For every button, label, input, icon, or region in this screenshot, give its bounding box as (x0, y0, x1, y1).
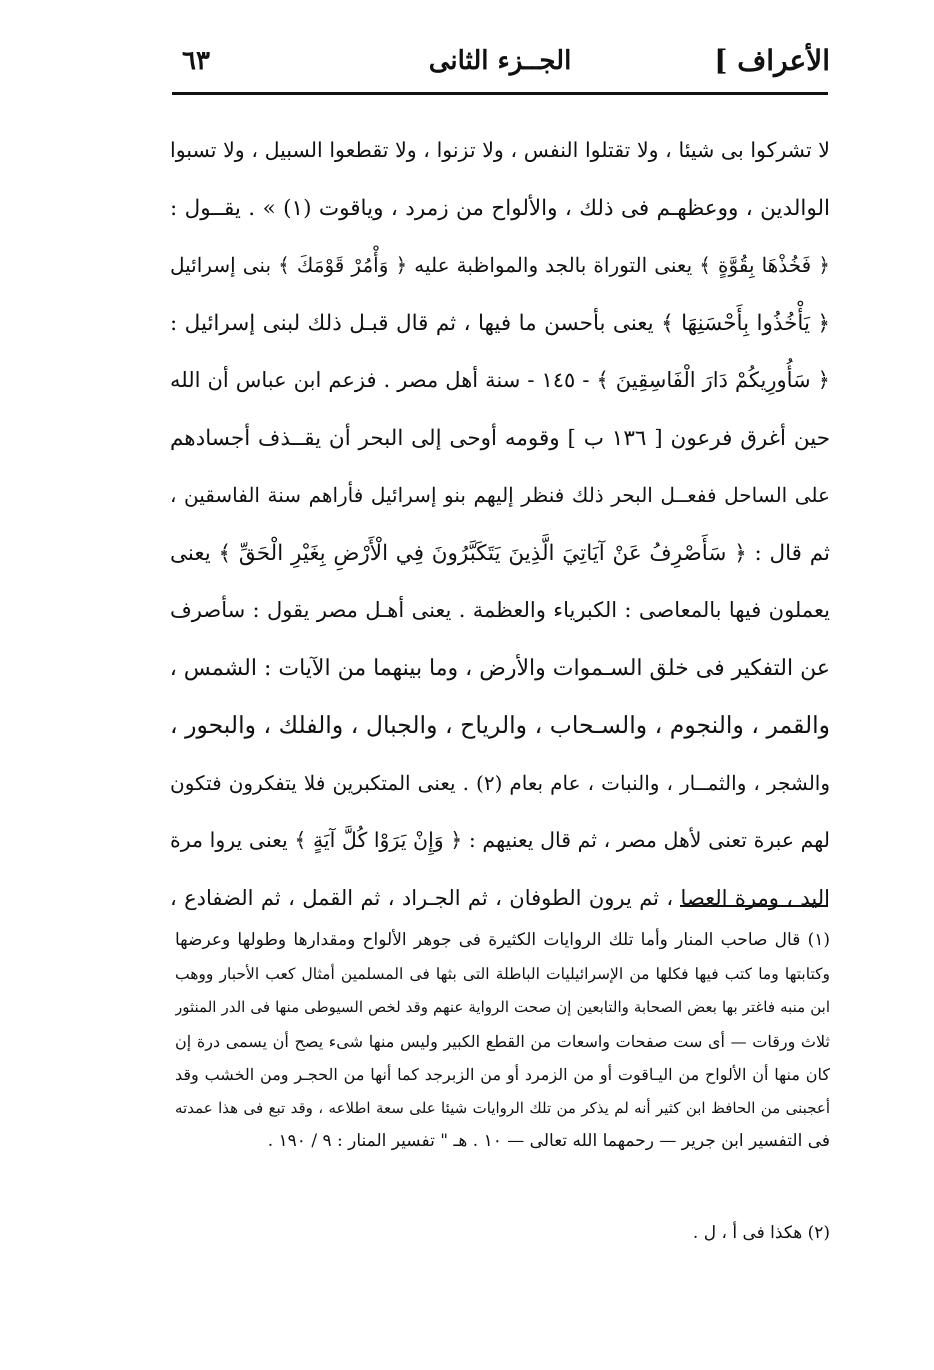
header-surah-name: الأعراف ] (714, 44, 830, 77)
text-line: ﴿ سَأُورِيكُمْ دَارَ الْفَاسِقِينَ ﴾ - ١٤٥ - سنة أهل مصر . فزعم ابن عباس أن الله (170, 368, 830, 392)
footnote-line: كان منها أن الألواح من اليـاقوت أو من الزمرد أو من الزبرجد كما أنها من الحجـر ومن الخشب وقد (175, 1065, 830, 1084)
text-line: اليد ، ومرة العصا ، ثم يرون الطوفان ، ثم الجـراد ، ثم القمل ، ثم الضفادع ، (170, 885, 830, 910)
footnote-line: (١) قال صاحب المنار وأما تلك الروايات الكثيرة فى جوهر الألواح ومقدارها وطولها وعرضها (175, 930, 830, 950)
text-line: ﴿ فَخُذْهَا بِقُوَّةٍ ﴾ يعنى التوراة بالجد والمواظبة عليه ﴿ وَأْمُرْ قَوْمَكَ ﴾ بنى إسرائيل (170, 253, 830, 277)
header-rule (172, 92, 828, 95)
running-header (170, 38, 830, 88)
page-number: ٦٣ (182, 46, 210, 76)
text-line: ﴿ يَأْخُذُوا بِأَحْسَنِهَا ﴾ يعنى بأحسن ما فيها ، ثم قال قبـل ذلك لبنى إسرائيل : (170, 310, 830, 336)
text-line: والشجر ، والثمــار ، والنبات ، عام بعام (٢) . يعنى المتكبرين فلا يتفكرون فتكون (170, 770, 830, 795)
footnote-line: ثلاث ورقات — أى ست صفحات واسعات من القطع الكبير وليس منها شىء يصح أن يسمى درة إن (175, 1031, 830, 1051)
footnote-separator (680, 905, 828, 907)
text-line: الوالدين ، ووعظهـم فى ذلك ، والألواح من زمرد ، وياقوت (١) » . يقــول : (170, 195, 830, 221)
footnote-line: أعجبنى من الحافظ ابن كثير أنه لم يذكر من تلك الروايات شيئا على سعة اطلاعه ، وقد تبع فى هذا عمدته (175, 1098, 830, 1117)
footnote-line: فى التفسير ابن جرير — رحمهما الله تعالى — ١٠ . هـ " تفسير المنار : ٩ / ١٩٠ . (267, 1131, 830, 1151)
text-line: والقمر ، والنجوم ، والسـحاب ، والرياح ، والجبال ، والفلك ، والبحور ، (170, 711, 830, 739)
header-part-title: الجــزء الثانى (428, 46, 572, 76)
text-line: لا تشركوا بى شيئا ، ولا تقتلوا النفس ، ولا تزنوا ، ولا تقطعوا السبيل ، ولا تسبوا (170, 138, 830, 162)
text-line: ثم قال : ﴿ سَأَصْرِفُ عَنْ آيَاتِيَ الَّذِينَ يَتَكَبَّرُونَ فِي الْأَرْضِ بِغَيْرِ الْحَقِّ ﴾ يعنى (170, 540, 830, 566)
text-line: حين أغرق فرعون [ ١٣٦ ب ] وقومه أوحى إلى البحر أن يقــذف أجسادهم (170, 425, 830, 451)
footnote-line: وكتابتها وما كتب فيها فكلها من الإسرائيليات الباطلة التى بثها فى المسلمين أمثال كعب الأحبار ووهب (175, 964, 830, 983)
footnote-line: ابن منبه فاغتر بها بعض الصحابة والتابعين إن صحت الرواية عنهم وقد لخص السيوطى منها فى الدر المنثور (175, 998, 830, 1016)
text-line: على الساحل ففعــل البحر ذلك فنظر إليهم بنو إسرائيل فأراهم سنة الفاسقين ، (170, 483, 830, 507)
footnote-1 (175, 924, 830, 1159)
text-line: يعملون فيها بالمعاصى : الكبرياء والعظمة . يعنى أهـل مصر يقول : سأصرف (170, 598, 830, 622)
text-line: عن التفكير فى خلق السـموات والأرض ، وما بينهما من الآيات : الشمس ، (170, 655, 830, 681)
text-line: لهم عبرة تعنى لأهل مصر ، ثم قال يعنيهم : ﴿ وَإِنْ يَرَوْا كُلَّ آيَةٍ ﴾ يعنى يروا مرة (170, 828, 830, 852)
footnote-2: (٢) هكذا فى أ ، ل . (692, 1223, 830, 1243)
main-text (170, 122, 830, 927)
